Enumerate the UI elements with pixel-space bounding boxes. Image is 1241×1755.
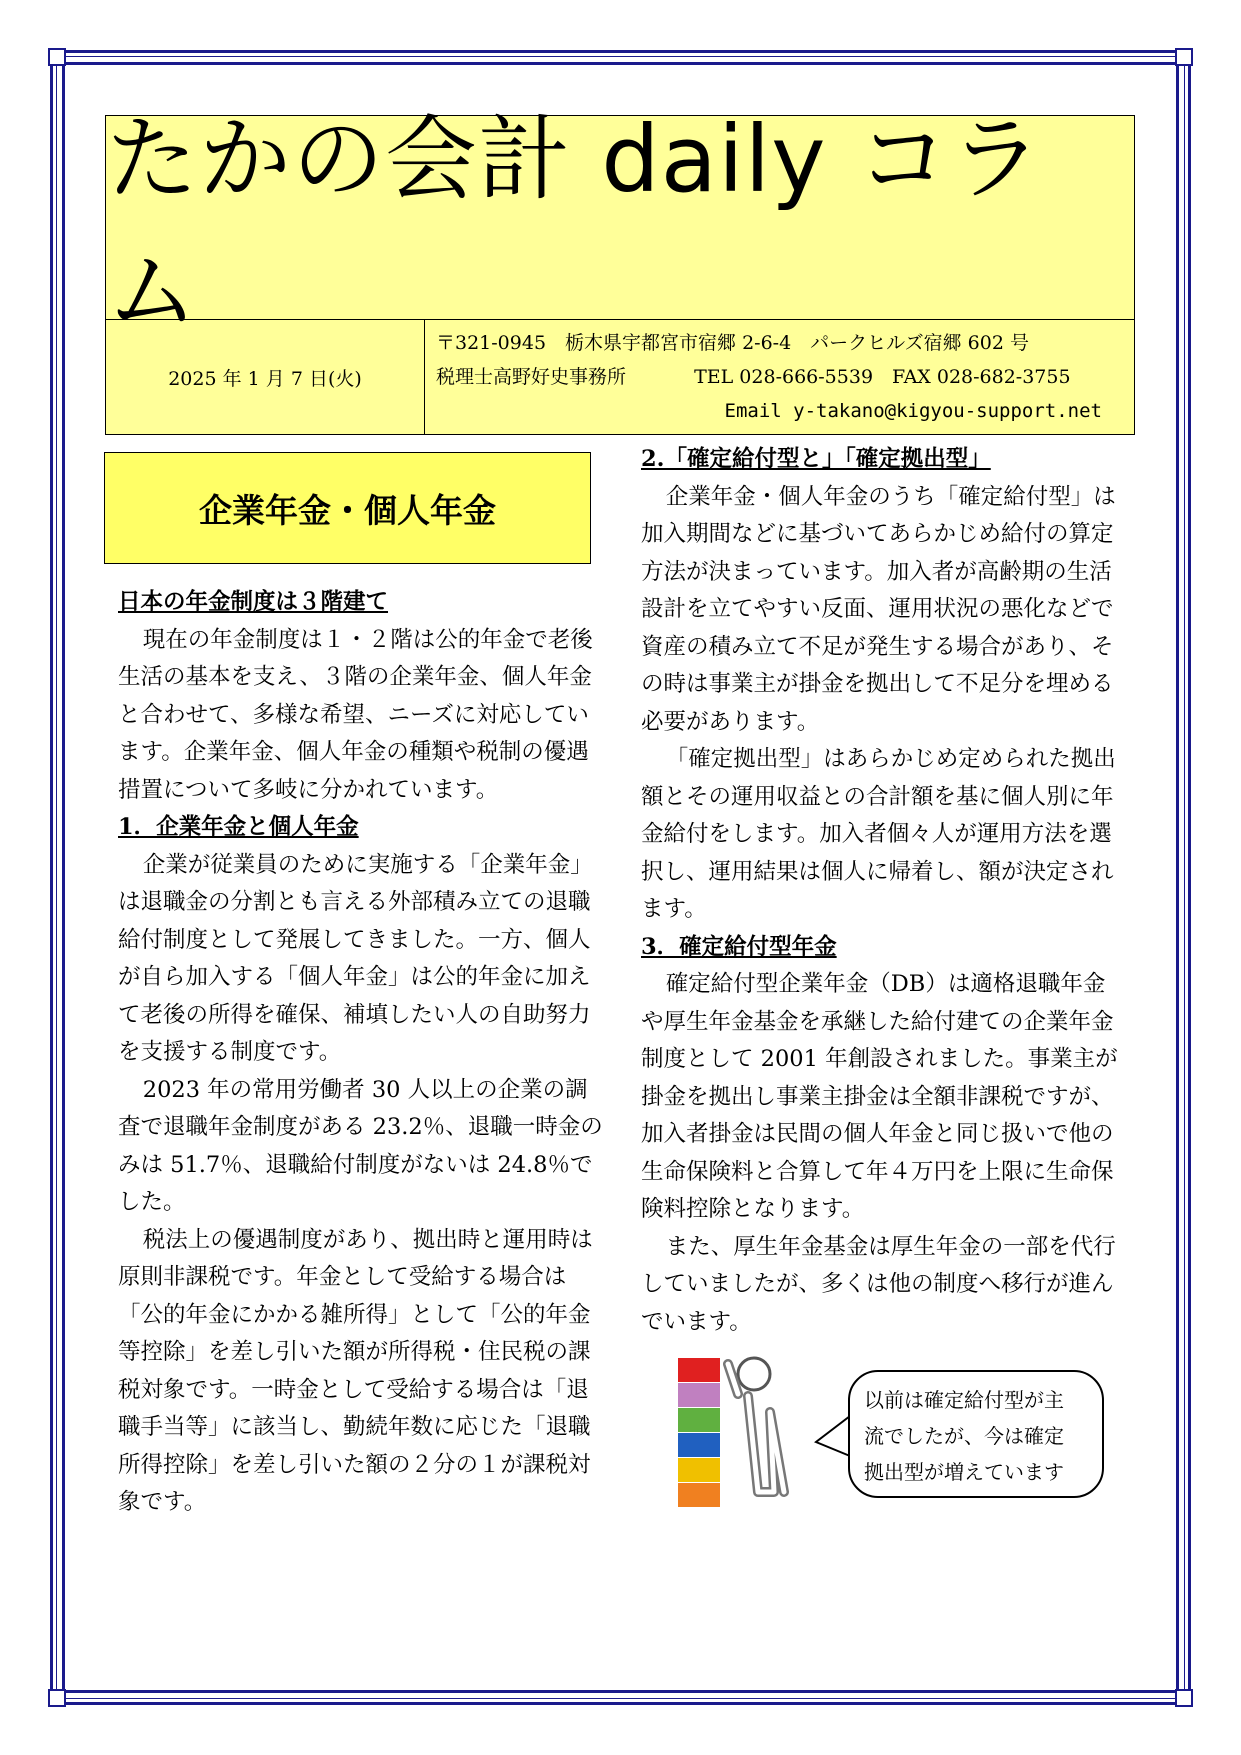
header-contact: [436, 326, 1126, 428]
newsletter-title: たかの会計 daily コラム: [106, 105, 1043, 345]
bubble-line: 以前は確定給付型が主: [864, 1388, 1064, 1412]
bubble-line: 流でしたが、今は確定: [864, 1424, 1064, 1448]
topic-box: [104, 452, 591, 564]
topic-title: 企業年金・個人年金: [199, 490, 496, 530]
speech-bubble: [848, 1370, 1104, 1498]
issue-date: 2025 年 1 月 7 日(火): [168, 368, 362, 390]
section-heading: 日本の年金制度は３階建て: [118, 589, 389, 615]
office-name: 税理士高野好史事務所: [436, 366, 627, 388]
border-corner: [48, 48, 66, 66]
paragraph: 税法上の優遇制度があり、拠出時と運用時は原則非課税です。年金として受給する場合は「公的年金にかかる雑所得」として「公的年金等控除」を差し引いた額が所得税・住民税の課税対象です。一時金として受給する場合は「退職手当等」に該当し、勤続年数に応じた「退職所得控除」を差し引いた額の２分の１が課税対象です。: [118, 1226, 593, 1515]
border-corner: [1175, 48, 1193, 66]
left-column: [118, 584, 608, 1522]
border-corner: [48, 1689, 66, 1707]
header: [105, 105, 1135, 435]
border-corner: [1175, 1689, 1193, 1707]
paragraph: また、厚生年金基金は厚生年金の一部を代行していましたが、多くは他の制度へ移行が進んでいます。: [641, 1233, 1116, 1335]
paragraph: 現在の年金制度は１・２階は公的年金で老後生活の基本を支え、３階の企業年金、個人年金と合わせて、多様な希望、ニーズに対応しています。企業年金、個人年金の種類や税制の優遇措置について多岐に分かれています。: [118, 626, 593, 803]
office-address: 〒321-0945 栃木県宇都宮市宿郷 2-6-4 パークヒルズ宿郷 602 号: [436, 332, 1029, 354]
bubble-line: 拠出型が増えています: [864, 1460, 1064, 1484]
office-phone-fax: TEL 028-666-5539 FAX 028-682-3755: [694, 366, 1071, 388]
paragraph: 2023 年の常用労働者 30 人以上の企業の調査で退職年金制度がある 23.2％、退職一時金のみは 51.7％、退職給付制度がないは 24.8％でした。: [118, 1076, 603, 1215]
header-date-cell: [106, 320, 425, 435]
paragraph: 企業年金・個人年金のうち「確定給付型」は加入期間などに基づいてあらかじめ給付の算定方法が決まっています。加入者が高齢期の生活設計を立てやすい反面、運用状況の悪化などで資産の積み立て不足が発生する場合があり、その時は事業主が掛金を拠出して不足分を埋める必要があります。: [641, 483, 1116, 735]
paragraph: 確定給付型企業年金（DB）は適格退職年金や厚生年金基金を承継した給付建ての企業年金制度として 2001 年創設されました。事業主が掛金を拠出し事業主掛金は全額非課税ですが、加入者掛金は民間の個人年金と同じ扱いで他の生命保険料と合算して年４万円を上限に生命保険料控除となります。: [641, 971, 1118, 1222]
office-email: Email y-takano@kigyou-support.net: [724, 400, 1102, 422]
office-contact-row: [436, 360, 1126, 394]
section-heading: 2.「確定給付型と」「確定拠出型」: [641, 446, 991, 472]
section-heading: 1．企業年金と個人年金: [118, 814, 359, 840]
right-column: [641, 441, 1125, 1341]
stacking-blocks-illustration: [678, 1352, 1118, 1512]
section-heading: 3．確定給付型年金: [641, 933, 837, 960]
paragraph: 企業が従業員のために実施する「企業年金」は退職金の分割とも言える外部積み立ての退職給付制度として発展してきました。一方、個人が自ら加入する「個人年金」は公的年金に加えて老後の所得を確保、補填したい人の自助努力を支援する制度です。: [118, 851, 593, 1065]
paragraph: 「確定拠出型」はあらかじめ定められた拠出額とその運用収益との合計額を基に個人別に年金給付をします。加入者個々人が運用方法を選択し、運用結果は個人に帰着し、額が決定されます。: [641, 746, 1116, 922]
